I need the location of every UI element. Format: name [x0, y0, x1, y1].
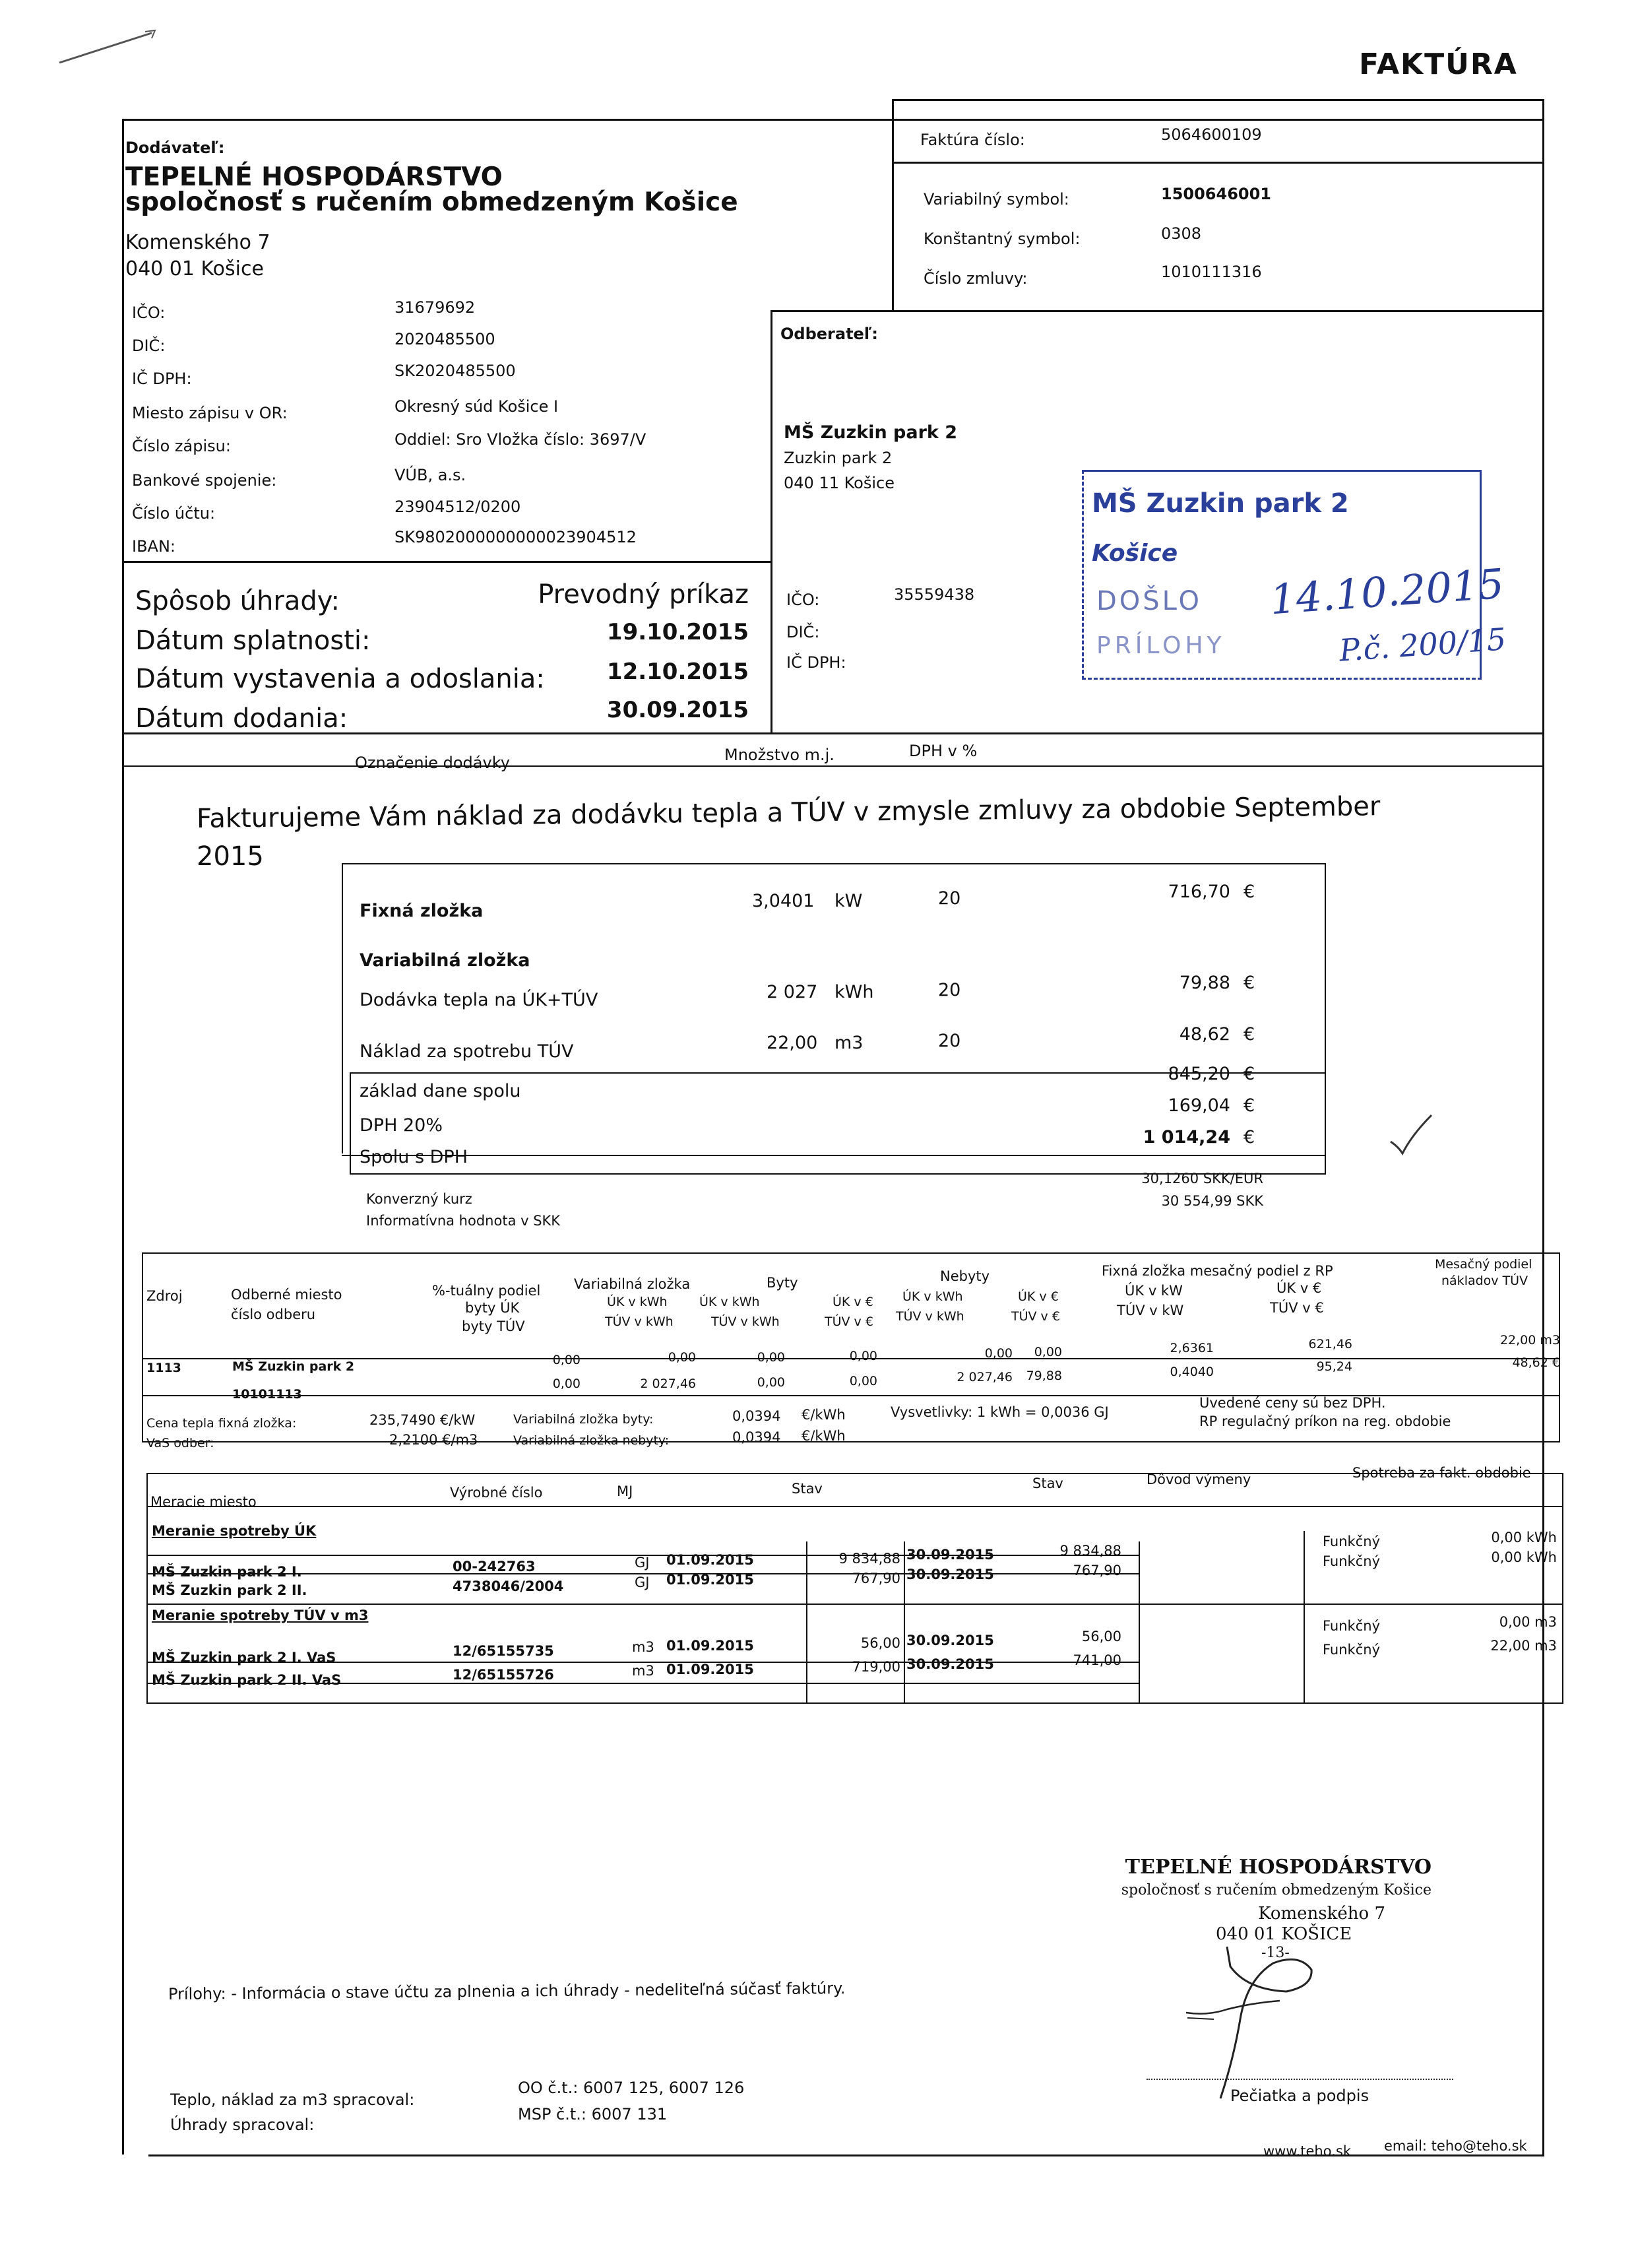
water-price: 2,2100 €/m3: [389, 1432, 478, 1448]
detail-r1-monthly: 22,00 m3: [1499, 1333, 1560, 1347]
meters-h-place: Meracie miesto: [150, 1494, 257, 1510]
detail-h-nonflats-uk-eur: ÚK v €: [1018, 1289, 1059, 1304]
tuv-r2-state2: 741,00: [1073, 1652, 1121, 1668]
uk-r1-state2: 9 834,88: [1059, 1543, 1121, 1559]
contract-number: 1010111316: [1161, 263, 1262, 281]
detail-r2-fixed-eur: 95,24: [1316, 1359, 1352, 1374]
detail-h-nonflats-uk-kwh: ÚK v kWh: [902, 1289, 963, 1304]
column-designation: Označenie dodávky: [355, 754, 510, 772]
customer-name: MŠ Zuzkin park 2: [784, 422, 958, 443]
columns-bottom: [122, 765, 1544, 767]
uk-r2-status: Funkčný: [1323, 1553, 1380, 1569]
tuv-cost-amount: 48,62: [1179, 1024, 1230, 1045]
supplier-city: 040 01 Košice: [125, 257, 264, 280]
detail-r1-flats-eur: 0,00: [849, 1349, 877, 1363]
supplier-heading: Dodávateľ:: [125, 139, 225, 157]
issue-date: 12.10.2015: [606, 659, 749, 685]
delivery-date: 30.09.2015: [606, 697, 749, 723]
supplier-bank: VÚB, a.s.: [394, 466, 466, 484]
payment-box-top: [122, 561, 772, 563]
tuv-r2-date2: 30.09.2015: [906, 1656, 994, 1672]
uk-r1-date1: 01.09.2015: [666, 1552, 754, 1568]
meters-h-state1: Stav: [792, 1481, 823, 1497]
items-sum-left: [350, 1072, 351, 1175]
uk-r2-unit: GJ: [635, 1574, 650, 1590]
detail-h-pct1: %-tuálny podiel: [432, 1283, 541, 1299]
heat-delivery-currency: €: [1243, 973, 1255, 993]
heat-delivery-unit: kWh: [834, 982, 874, 1002]
meters-h-unit: MJ: [617, 1483, 633, 1499]
skk-value-label: Informatívna hodnota v SKK: [366, 1213, 561, 1229]
due-date: 19.10.2015: [606, 619, 749, 645]
detail-r2-nonflats-eur: 79,88: [1026, 1369, 1062, 1383]
detail-h-flats: Byty: [767, 1275, 798, 1291]
contract-number-label: Číslo zmluvy:: [924, 269, 1028, 288]
frame-top: [122, 119, 1544, 121]
processed-by-value: OO č.t.: 6007 125, 6007 126: [518, 2079, 745, 2097]
constant-symbol: 0308: [1161, 224, 1202, 243]
supplier-ico-label: IČO:: [132, 304, 166, 322]
tuv-r1-state1: 56,00: [860, 1635, 900, 1651]
group-heating: Meranie spotreby ÚK: [152, 1523, 317, 1539]
price-fixed: 235,7490 €/kW: [369, 1412, 476, 1428]
meters-h-state2: Stav: [1032, 1475, 1063, 1491]
detail-h-flats-uk-kwh: ÚK v kWh: [699, 1295, 760, 1309]
detail-h-source: Zdroj: [146, 1288, 183, 1304]
supplier-name-2: spoločnosť s ručením obmedzeným Košice: [125, 187, 738, 217]
detail-r1-var: 0,00: [668, 1350, 696, 1365]
price-fixed-label: Cena tepla fixná zložka:: [146, 1416, 297, 1431]
rp-note: RP regulačný príkon na reg. obdobie: [1199, 1413, 1451, 1429]
detail-r2-nonflats: 2 027,46: [957, 1370, 1013, 1384]
detail-h-nonflats-tuv-kwh: TÚV v kWh: [896, 1309, 964, 1324]
seal-city: 040 01 KOŠICE: [1216, 1924, 1352, 1944]
detail-h-uk-kwh: ÚK v kWh: [607, 1295, 668, 1309]
seal-street: Komenského 7: [1258, 1904, 1385, 1924]
detail-r2-monthly: 48,62 €: [1512, 1355, 1560, 1370]
detail-h-monthly2: nákladov TÚV: [1441, 1274, 1528, 1288]
detail-r1-nonflats-eur: 0,00: [1034, 1345, 1062, 1359]
due-date-label: Dátum splatnosti:: [135, 626, 371, 656]
signature-label: Pečiatka a podpis: [1230, 2087, 1369, 2105]
payment-method-label: Spôsob úhrady:: [135, 586, 340, 616]
fixed-component-amount: 716,70: [1168, 882, 1230, 902]
column-vat: DPH v %: [909, 742, 978, 760]
customer-ico-label: IČO:: [786, 591, 820, 609]
variable-symbol-label: Variabilný symbol:: [924, 190, 1069, 209]
tuv-r2-unit: m3: [632, 1663, 654, 1679]
vat-amount: 169,04: [1168, 1095, 1230, 1116]
var-flats-label: Variabilná zložka byty:: [513, 1412, 654, 1427]
supplier-street: Komenského 7: [125, 231, 270, 254]
vat-label: DPH 20%: [360, 1115, 443, 1136]
tuv-r1-place: MŠ Zuzkin park 2 I. VaS: [152, 1650, 336, 1666]
supplier-icdph: SK2020485500: [394, 362, 516, 380]
payments-processed-value: MSP č.t.: 6007 131: [518, 2105, 668, 2123]
uk-r2-consumption: 0,00 kWh: [1491, 1549, 1557, 1565]
uk-r2-date2: 30.09.2015: [906, 1567, 994, 1582]
heat-delivery-qty: 2 027: [767, 982, 818, 1002]
customer-heading: Odberateľ:: [780, 325, 878, 343]
fixed-component-qty: 3,0401: [752, 891, 815, 911]
prices-note: Uvedené ceny sú bez DPH.: [1199, 1395, 1386, 1411]
customer-ico: 35559438: [894, 585, 975, 604]
detail-number: 10101113: [232, 1387, 302, 1402]
uk-r2-state1: 767,90: [852, 1571, 900, 1586]
water-label: VaS odber:: [146, 1436, 214, 1450]
meters-h-serial: Výrobné číslo: [450, 1485, 543, 1501]
frame-right: [1542, 99, 1544, 2156]
customer-icdph-label: IČ DPH:: [786, 653, 846, 672]
payment-method: Prevodný príkaz: [538, 579, 749, 610]
detail-h-flats-tuv-eur: TÚV v €: [825, 1314, 873, 1329]
invoice-box-left: [892, 99, 894, 310]
uk-r1-serial: 00-242763: [453, 1559, 536, 1574]
invoice-box-sep: [892, 162, 1544, 164]
tuv-r2-date1: 01.09.2015: [666, 1662, 754, 1677]
detail-h-flats-uk-eur: ÚK v €: [833, 1295, 873, 1309]
tuv-r1-date1: 01.09.2015: [666, 1638, 754, 1654]
tuv-r2-status: Funkčný: [1323, 1642, 1380, 1658]
website: www.teho.sk: [1263, 2143, 1351, 2159]
detail-h-pct3: byty TÚV: [462, 1318, 525, 1334]
detail-h-fixed-uk-eur: ÚK v €: [1276, 1280, 1322, 1296]
tuv-r1-state2: 56,00: [1081, 1629, 1121, 1644]
var-nonflats: 0,0394: [732, 1429, 781, 1445]
email: email: teho@teho.sk: [1384, 2138, 1527, 2154]
detail-h-monthly1: Mesačný podiel: [1435, 1257, 1532, 1272]
detail-h-nonflats: Nebyty: [940, 1268, 990, 1284]
heat-delivery-vat: 20: [938, 980, 961, 1000]
supplier-register-label: Miesto zápisu v OR:: [132, 404, 288, 422]
customer-dic-label: DIČ:: [786, 623, 820, 641]
issue-date-label: Dátum vystavenia a odoslania:: [135, 664, 545, 694]
seal-company-type: spoločnosť s ručením obmedzeným Košice: [1121, 1882, 1432, 1898]
variable-symbol: 1500646001: [1161, 185, 1271, 203]
uk-r2-date1: 01.09.2015: [666, 1572, 754, 1588]
fixed-component-label: Fixná zložka: [360, 901, 484, 921]
detail-h-fixed-tuv-eur: TÚV v €: [1270, 1300, 1324, 1316]
supplier-regno-label: Číslo zápisu:: [132, 437, 231, 455]
delivery-date-label: Dátum dodania:: [135, 703, 348, 734]
detail-r1-kw: 2,6361: [1170, 1341, 1214, 1355]
invoice-description: Fakturujeme Vám náklad za dodávku tepla a TÚV v zmysle zmluvy za obdobie September: [196, 791, 1381, 834]
processed-by-label: Teplo, náklad za m3 spracoval:: [170, 2090, 415, 2109]
stamp-attachments: PRÍLOHY: [1096, 632, 1226, 659]
customer-city: 040 11 Košice: [784, 474, 895, 492]
variable-component-label: Variabilná zložka: [360, 950, 530, 971]
conversion-rate-label: Konverzný kurz: [366, 1191, 472, 1207]
tuv-cost-vat: 20: [938, 1031, 961, 1051]
detail-h-pct2: byty ÚK: [465, 1300, 520, 1316]
conversion-rate: 30,1260 SKK/EUR: [1141, 1171, 1263, 1186]
supplier-regno: Oddiel: Sro Vložka číslo: 3697/V: [394, 430, 646, 449]
constant-symbol-label: Konštantný symbol:: [924, 230, 1081, 248]
tuv-r1-serial: 12/65155735: [453, 1643, 554, 1659]
meters-h-consumption: Spotreba za fakt. obdobie: [1352, 1465, 1531, 1481]
supplier-register: Okresný súd Košice I: [394, 397, 559, 416]
invoice-description-period: 2015: [197, 841, 264, 872]
detail-h-place: Odberné miesto: [231, 1287, 342, 1303]
checkmark: [1385, 1109, 1438, 1161]
total-amount: 1 014,24: [1143, 1127, 1230, 1148]
detail-h-fixed-uk-kw: ÚK v kW: [1125, 1283, 1183, 1299]
invoice-number-label: Faktúra číslo:: [920, 131, 1025, 149]
supplier-ico: 31679692: [394, 298, 476, 317]
total-label: Spolu s DPH: [360, 1147, 468, 1167]
tuv-r1-consumption: 0,00 m3: [1499, 1614, 1557, 1630]
detail-h-variable: Variabilná zložka: [574, 1276, 691, 1292]
var-nonflats-unit: €/kWh: [802, 1428, 846, 1444]
vat-currency: €: [1243, 1095, 1255, 1116]
skk-value: 30 554,99 SKK: [1161, 1193, 1263, 1209]
supplier-name-1: TEPELNÉ HOSPODÁRSTVO: [125, 162, 503, 192]
payments-processed-label: Úhrady spracoval:: [170, 2116, 315, 2134]
stamp-city: Košice: [1092, 540, 1178, 567]
customer-street: Zuzkin park 2: [784, 449, 893, 467]
tuv-cost-qty: 22,00: [767, 1033, 818, 1053]
seal-number: -13-: [1261, 1945, 1290, 1961]
fixed-component-unit: kW: [834, 891, 863, 911]
meters-h-reason: Dôvod výmeny: [1147, 1472, 1251, 1487]
detail-h-fixed: Fixná zložka mesačný podiel z RP: [1102, 1263, 1333, 1279]
frame-left: [122, 119, 124, 2155]
document-title: FAKTÚRA: [1359, 48, 1518, 81]
detail-r1-flats: 0,00: [757, 1350, 785, 1365]
corner-mark: [53, 20, 165, 73]
tuv-cost-unit: m3: [834, 1033, 864, 1053]
stamp-received: DOŠLO: [1096, 586, 1203, 616]
supplier-account-label: Číslo účtu:: [132, 504, 216, 523]
invoice-box-top: [892, 99, 1544, 101]
tuv-r2-consumption: 22,00 m3: [1490, 1638, 1557, 1654]
supplier-bank-label: Bankové spojenie:: [132, 471, 277, 490]
signature: [1148, 1940, 1399, 2112]
tuv-r1-date2: 30.09.2015: [906, 1633, 994, 1648]
supplier-icdph-label: IČ DPH:: [132, 370, 192, 388]
detail-r1-fixed-eur: 621,46: [1308, 1337, 1352, 1351]
tuv-r2-place: MŠ Zuzkin park 2 II. VaS: [152, 1672, 342, 1688]
tuv-cost-label: Náklad za spotrebu TÚV: [360, 1041, 574, 1062]
uk-r1-date2: 30.09.2015: [906, 1547, 994, 1563]
legend-conversion: Vysvetlivky: 1 kWh = 0,0036 GJ: [891, 1404, 1109, 1420]
detail-place: MŠ Zuzkin park 2: [232, 1359, 355, 1374]
uk-r1-state1: 9 834,88: [838, 1551, 900, 1567]
detail-h-flats-tuv-kwh: TÚV v kWh: [711, 1314, 780, 1329]
tuv-r1-unit: m3: [632, 1639, 654, 1655]
supplier-dic-label: DIČ:: [132, 337, 166, 355]
detail-r1-pct: 0,00: [552, 1353, 581, 1367]
detail-r2-var: 2 027,46: [640, 1377, 696, 1391]
tax-base-currency: €: [1243, 1064, 1255, 1084]
tuv-r2-state1: 719,00: [852, 1659, 900, 1675]
group-hot-water: Meranie spotreby TÚV v m3: [152, 1607, 369, 1623]
tax-base-label: základ dane spolu: [360, 1081, 521, 1101]
fixed-component-currency: €: [1243, 882, 1255, 902]
uk-r2-serial: 4738046/2004: [453, 1578, 564, 1594]
stamp-recipient: MŠ Zuzkin park 2: [1092, 488, 1349, 519]
detail-h-number: číslo odberu: [231, 1307, 316, 1322]
fixed-component-vat: 20: [938, 888, 961, 909]
signature-line: [1147, 2079, 1453, 2080]
tax-base-amount: 845,20: [1168, 1064, 1230, 1084]
heat-delivery-label: Dodávka tepla na ÚK+TÚV: [360, 990, 598, 1010]
detail-r2-flats: 0,00: [757, 1375, 785, 1390]
uk-r1-place: MŠ Zuzkin park 2 I.: [152, 1564, 302, 1580]
tuv-r2-serial: 12/65155726: [453, 1667, 554, 1683]
uk-r2-place: MŠ Zuzkin park 2 II.: [152, 1582, 307, 1598]
stamp-handwritten-date: 14.10.2015: [1268, 559, 1506, 624]
customer-box-top: [771, 310, 1544, 312]
tuv-r1-status: Funkčný: [1323, 1618, 1380, 1634]
tuv-cost-currency: €: [1243, 1024, 1255, 1045]
items-box-left: [342, 863, 343, 1153]
supplier-dic: 2020485500: [394, 330, 495, 348]
uk-r1-consumption: 0,00 kWh: [1491, 1530, 1557, 1545]
seal-company: TEPELNÉ HOSPODÁRSTVO: [1125, 1856, 1432, 1879]
detail-h-nonflats-tuv-eur: TÚV v €: [1011, 1309, 1060, 1324]
detail-r1-nonflats: 0,00: [984, 1346, 1013, 1361]
uk-r1-unit: GJ: [635, 1555, 650, 1571]
detail-h-tuv-kwh: TÚV v kWh: [605, 1314, 674, 1329]
total-currency: €: [1243, 1127, 1255, 1148]
detail-source: 1113: [146, 1361, 181, 1375]
supplier-iban-label: IBAN:: [132, 537, 175, 556]
items-box-right: [1325, 863, 1326, 1175]
var-flats-unit: €/kWh: [802, 1407, 846, 1423]
var-flats: 0,0394: [732, 1408, 781, 1424]
customer-box-left: [771, 310, 772, 734]
var-nonflats-label: Variabilná zložka nebyty:: [513, 1433, 670, 1448]
invoice-number: 5064600109: [1161, 125, 1262, 144]
uk-r1-status: Funkčný: [1323, 1534, 1380, 1549]
detail-r2-flats-eur: 0,00: [849, 1374, 877, 1388]
heat-delivery-amount: 79,88: [1179, 973, 1230, 993]
column-quantity: Množstvo m.j.: [724, 746, 834, 764]
detail-r2-kw: 0,4040: [1170, 1365, 1214, 1379]
supplier-iban: SK9802000000000023904512: [394, 528, 637, 546]
uk-r2-state2: 767,90: [1073, 1563, 1121, 1578]
detail-r2-pct: 0,00: [552, 1377, 581, 1391]
detail-h-fixed-tuv-kw: TÚV v kW: [1117, 1303, 1184, 1318]
stamp-handwritten-number: P.č. 200/15: [1338, 621, 1507, 668]
supplier-account: 23904512/0200: [394, 498, 521, 516]
attachments-note: Prílohy: - Informácia o stave účtu za plnenia a ich úhrady - nedeliteľná súčasť faktúry.: [168, 1979, 846, 2003]
